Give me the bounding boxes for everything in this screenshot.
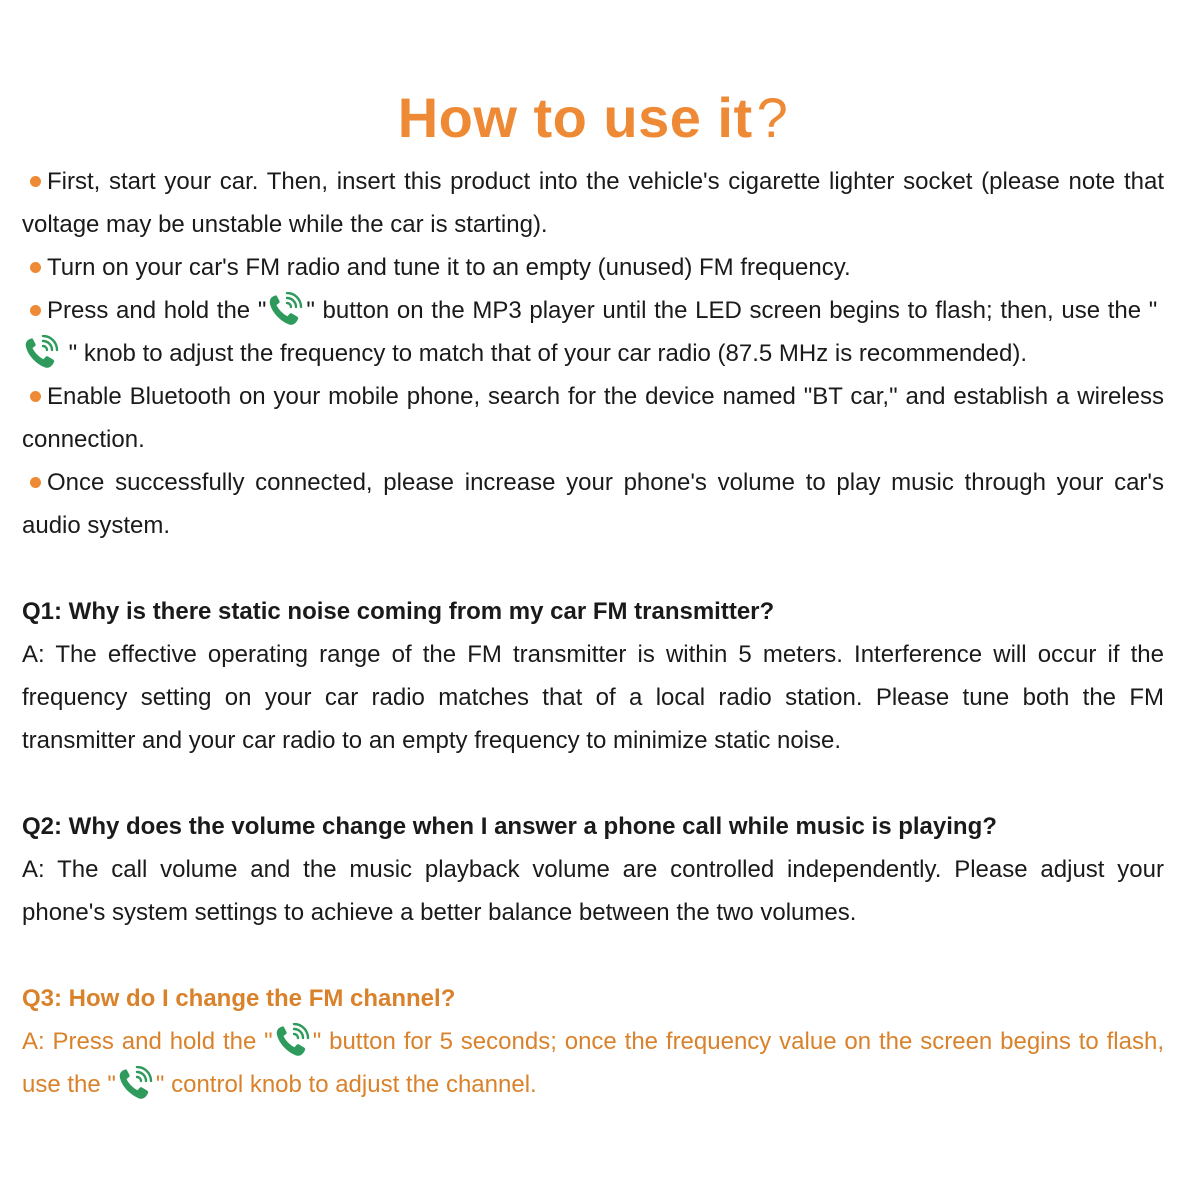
phone-call-icon xyxy=(273,1023,313,1059)
answer-text-part: " button for 5 seconds; once the frequency value on the screen begins to flash, use the " xyxy=(22,1028,1164,1098)
faq-answer: A: The call volume and the music playback volume are controlled independently. Please adjust your phone's system settings to achieve a better balance between the two volumes. xyxy=(22,856,1164,926)
page-title xyxy=(22,80,1164,156)
instruction-list xyxy=(22,160,1164,547)
step-text: Turn on your car's FM radio and tune it to an empty (unused) FM frequency. xyxy=(47,254,851,281)
step-text-part: " knob to adjust the frequency to match that of your car radio (87.5 MHz is recommended). xyxy=(68,340,1027,367)
answer-text-part: " control knob to adjust the channel. xyxy=(155,1071,537,1098)
bullet-dot-icon xyxy=(30,391,41,402)
phone-call-icon xyxy=(266,292,306,328)
bullet-dot-icon xyxy=(30,477,41,488)
step-text: Once successfully connected, please increase your phone's volume to play music through your car's audio system. xyxy=(22,469,1164,539)
faq-item-q1 xyxy=(22,590,1164,762)
instruction-step xyxy=(22,160,1164,246)
phone-call-icon xyxy=(22,335,62,371)
faq-item-q2 xyxy=(22,805,1164,934)
bullet-dot-icon xyxy=(30,176,41,187)
faq-answer: A: The effective operating range of the FM transmitter is within 5 meters. Interference will occur if the frequency setting on your car radio matches that of a local radio station. Please tune both the FM transmitter and your car radio to an empty frequency to minimize static noise. xyxy=(22,641,1164,754)
step-text: First, start your car. Then, insert this product into the vehicle's cigarette lighter socket (please note that voltage may be unstable while the car is starting). xyxy=(22,168,1164,238)
bullet-dot-icon xyxy=(30,262,41,273)
instruction-step xyxy=(22,461,1164,547)
phone-call-icon xyxy=(116,1066,156,1102)
step-text-part: Press and hold the " xyxy=(47,297,267,324)
step-text: Enable Bluetooth on your mobile phone, search for the device named "BT car," and establish a wireless connection. xyxy=(22,383,1164,453)
faq-answer xyxy=(22,1020,1164,1106)
faq-item-q3 xyxy=(22,977,1164,1106)
instruction-step xyxy=(22,375,1164,461)
bullet-dot-icon xyxy=(30,305,41,316)
step-text-part: " button on the MP3 player until the LED screen begins to flash; then, use the " xyxy=(306,297,1158,324)
page-content xyxy=(22,0,1164,1106)
title-question-mark: ? xyxy=(756,86,789,149)
instruction-step xyxy=(22,246,1164,289)
faq-question: Q2: Why does the volume change when I answer a phone call while music is playing? xyxy=(22,813,997,840)
faq-question: Q1: Why is there static noise coming from my car FM transmitter? xyxy=(22,598,775,625)
answer-text-part: A: Press and hold the " xyxy=(22,1028,273,1055)
instruction-step xyxy=(22,289,1164,375)
title-text: How to use it xyxy=(397,86,753,149)
faq-question: Q3: How do I change the FM channel? xyxy=(22,985,456,1012)
